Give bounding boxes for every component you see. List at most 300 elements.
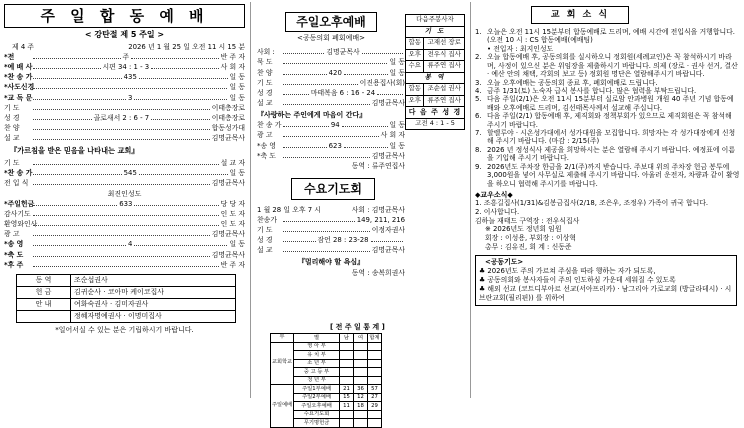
- order-label: 기 도: [4, 103, 20, 112]
- duty-header: 고전 4 : 1 - 5: [406, 118, 465, 130]
- order-label: 설 교: [257, 98, 273, 107]
- news-text: 금주 1/31(토) 노숙자 급식 봉사를 합니다. 많은 협력을 부탁드립니다.: [487, 86, 697, 95]
- order-label: 기 도: [4, 159, 20, 168]
- order-row: [4, 230, 245, 240]
- order-label: 설 교: [4, 134, 20, 143]
- prayer-list: [479, 267, 733, 303]
- leader-dots: [131, 54, 219, 59]
- order-leader: 일 동: [389, 141, 406, 150]
- leader-dots: [33, 201, 117, 206]
- order-row: [257, 99, 405, 109]
- duty-service: 오후: [406, 49, 424, 61]
- stats-male: [340, 410, 354, 419]
- order-row: [4, 220, 245, 230]
- order-label: *송 영: [257, 141, 276, 150]
- order-label: 광 고: [4, 230, 20, 239]
- service-date: 2026 년 1 월 25 일 오전 11 시 15 분: [128, 42, 245, 51]
- duty-person: 전우식 집사: [424, 49, 465, 61]
- order-row: [4, 73, 245, 83]
- stats-name: 유 치 부: [294, 351, 340, 360]
- afternoon-sermon-title: 『사랑하는 주인에게 마음이 간다』: [257, 110, 367, 119]
- order-leader: 일 동: [389, 121, 406, 130]
- leader-dots: [139, 170, 228, 175]
- order-label: 감사기도: [4, 209, 31, 218]
- leader-dots: [342, 122, 388, 127]
- news-number: 7.: [475, 129, 482, 138]
- order-leader: 일 동: [229, 240, 245, 249]
- order-list-b: [4, 159, 245, 190]
- order-label: 찬송가: [257, 215, 277, 224]
- duty-header-row: [406, 72, 465, 84]
- member-news-item: 회장 : 이성용, 부회장 : 이상혁: [485, 233, 577, 242]
- member-news-item: 2. 이사합니다.: [475, 208, 520, 217]
- leader-dots: [283, 90, 309, 95]
- news-text: 오늘 합동예배 후, 공동의회를 실시하오니 정회원(세례교인)은 꼭 참석하시기 바라며, 사정이 있으신 분은 위임장을 제출하시기 바랍니다. 의제 (장로 · 권사 선거, 결산 · 예산 안의 채택, 각회의 보고 등) 정회원 명단은 열람해주시기 바랍니다.: [487, 53, 738, 79]
- stats-header-row: [271, 334, 382, 343]
- news-item: [475, 79, 740, 87]
- order-leader: 일 동: [229, 83, 245, 92]
- order-leader: 인 도 자: [220, 209, 245, 218]
- order-content: 633: [119, 199, 133, 208]
- main-service-subtitle: < 강탄절 제 5 주일 >: [84, 30, 165, 39]
- servers-table: [16, 274, 236, 323]
- member-news-item: 김하늘 재태드 구역장 : 전우식집사: [475, 216, 580, 225]
- stats-name: 주일2부예배: [294, 393, 340, 402]
- stats-female: [354, 376, 368, 385]
- order-row: [4, 200, 245, 210]
- duty-header-row: [406, 107, 465, 119]
- news-number: 2.: [475, 53, 482, 62]
- wednesday-date-row: [257, 206, 405, 216]
- order-row: [257, 58, 405, 68]
- order-label: 설 교: [257, 246, 273, 255]
- duty-person: 류주연 집사: [424, 61, 465, 73]
- stats-male: [340, 368, 354, 377]
- news-number: 5.: [475, 95, 482, 104]
- order-leader: 사 회 자: [220, 62, 245, 71]
- servers-row: [17, 310, 236, 322]
- servers-role: 안 내: [17, 298, 71, 310]
- leader-dots: [33, 64, 101, 69]
- order-content: 420: [328, 68, 342, 77]
- order-row: [257, 48, 405, 58]
- order-label: *교 독 문: [4, 93, 33, 102]
- stats-male: [340, 351, 354, 360]
- order-row: [257, 152, 405, 162]
- order-row: [257, 216, 405, 226]
- order-label: 찬 양: [4, 124, 20, 133]
- duty-header-row: [406, 118, 465, 130]
- order-leader: 김명균목사: [371, 98, 405, 107]
- main-service-column: [4, 4, 245, 334]
- news-number: 6.: [475, 112, 482, 121]
- leader-dots: [33, 221, 219, 226]
- wednesday-leader: 사회 : 김명균목사: [351, 205, 405, 214]
- news-item: [475, 129, 740, 146]
- stats-female: [354, 351, 368, 360]
- leader-dots: [371, 237, 404, 242]
- leader-dots: [139, 74, 228, 79]
- order-leader: 김명균목사: [211, 250, 245, 259]
- leader-dots: [134, 95, 227, 100]
- order-content: 3: [128, 93, 133, 102]
- stats-name: 청 년 부: [294, 376, 340, 385]
- news-text: 2026 년 정성식사 제공을 희망하시는 분은 열람해 주시기 바랍니다. 예정표에 이름을 기입해 주시기 바랍니다.: [487, 145, 735, 163]
- standing-footnote: *일어서실 수 있는 분은 기립하시기 바랍니다.: [55, 325, 194, 334]
- order-list-a: [4, 53, 245, 145]
- order-label: 전 입 식: [4, 179, 29, 188]
- week-label: 제 4 주: [12, 42, 35, 51]
- order-content: 545: [123, 169, 137, 178]
- member-news-list: [475, 199, 740, 251]
- stats-female: [354, 342, 368, 351]
- leader-dots: [134, 201, 218, 206]
- news-text: 다음 주일(2/1)은 오전 11시 15분부터 실로암 안과병원 개원 40 주년 기념 합동예배와 오후예배로 드리며, 김선태목사께서 설교해 주십니다.: [487, 95, 734, 112]
- stats-female: [354, 410, 368, 419]
- leader-dots: [33, 241, 126, 246]
- news-item: [475, 146, 740, 163]
- member-news-item: 총무 : 김유진, 회 계 : 신동준: [485, 242, 572, 251]
- leader-dots: [377, 90, 403, 95]
- leader-dots: [283, 70, 327, 75]
- servers-names: 여화숙권사 · 김미자권사: [71, 298, 236, 310]
- order-leader: 이진용집사(회): [359, 78, 405, 87]
- news-number: 9.: [475, 162, 482, 171]
- news-number: 4.: [475, 86, 482, 95]
- order-row: [257, 236, 405, 246]
- order-content: 마태복음 6 : 16 - 24: [310, 88, 376, 97]
- leader-dots: [33, 160, 219, 165]
- stats-total: 27: [368, 393, 382, 402]
- leader-dots: [283, 49, 324, 54]
- order-label: *찬 송 가: [4, 169, 33, 178]
- news-item: [475, 163, 740, 188]
- wednesday-order: [257, 216, 405, 256]
- stats-name: 무기명헌금: [294, 419, 340, 428]
- leader-dots: [134, 241, 227, 246]
- order-row: [4, 114, 245, 124]
- order-leader: 149, 211, 216: [356, 215, 405, 224]
- news-text: 다음 주일(2/1) 합동예배 후, 제직회와 정책부회가 있으므로 제직회원은 꼭 참석해 주시기 바랍니다.: [487, 112, 732, 129]
- stats-total: [368, 342, 382, 351]
- stats-header-cell: 합계: [369, 334, 380, 341]
- stats-male: 11: [340, 402, 354, 411]
- stats-female: [354, 359, 368, 368]
- stats-header-cell: 부: [271, 334, 294, 343]
- leader-dots: [283, 122, 329, 127]
- servers-names: 정혜자명예권사 · 이명미집사: [71, 310, 236, 322]
- order-leader: 일 동: [229, 93, 245, 102]
- afternoon-subtitle: <공동의회 폐회예배>: [296, 34, 366, 42]
- leader-dots: [283, 227, 370, 232]
- sermon-title: 『가르침을 받은 믿음을 나타내는 교회』: [10, 146, 139, 156]
- leader-dots: [33, 170, 122, 175]
- order-leader: 김명균목사: [211, 179, 245, 188]
- stats-group-label: 교회학교: [271, 342, 294, 385]
- news-item: [475, 112, 740, 129]
- order-leader: 이정자권사: [371, 226, 405, 234]
- order-row: [4, 169, 245, 179]
- leader-dots: [344, 70, 388, 75]
- order-label: 기 도: [257, 78, 273, 87]
- order-leader: 합동성가대: [211, 124, 245, 133]
- duty-header: 다 음 주 성 경: [406, 107, 465, 119]
- stats-header-cell: 남: [340, 334, 354, 343]
- order-leader: 일 동: [389, 58, 405, 67]
- duty-service: 오후: [406, 95, 424, 107]
- leader-dots: [362, 49, 403, 54]
- order-leader: 김명균목사: [211, 230, 245, 239]
- order-label: 기 도: [257, 226, 273, 234]
- order-content: 623: [328, 141, 342, 150]
- prayer-title: <공동기도>: [485, 258, 524, 267]
- order-row: [4, 134, 245, 144]
- order-content: 시편 34 : 1 - 3: [102, 62, 150, 71]
- leader-dots: [33, 105, 210, 110]
- leader-dots: [33, 74, 122, 79]
- order-row: [257, 226, 405, 236]
- leader-dots: [33, 115, 92, 120]
- stats-name: 중 고 등 부: [294, 368, 340, 377]
- order-content: 김명균목사: [326, 48, 360, 57]
- stats-male: [340, 376, 354, 385]
- leader-dots: [283, 100, 370, 105]
- order-leader: 일 동: [229, 73, 246, 82]
- order-row: [4, 124, 245, 134]
- news-list: [475, 28, 740, 188]
- stats-male: [340, 342, 354, 351]
- order-content: 4: [128, 240, 133, 249]
- stats-female: [354, 368, 368, 377]
- prayer-item: ♣ 해외 선교 (코트디부아르 선교(서아프리카) · 남그리아 가로교회 (방글라데시) · 시브란교회(필리핀)) 를 위하여: [479, 285, 732, 303]
- leader-dots: [283, 132, 379, 137]
- order-row: [257, 79, 405, 89]
- order-row: [4, 251, 245, 261]
- duty-row: [406, 49, 465, 61]
- wednesday-date: 1 월 28 일 오후 7 시: [257, 205, 321, 214]
- stats-female: [354, 419, 368, 428]
- order-row: [4, 179, 245, 189]
- stats-name: 소 년 부: [294, 359, 340, 368]
- leader-dots: [283, 217, 355, 222]
- servers-role: 헌 금: [17, 286, 71, 298]
- stats-female: 36: [354, 385, 368, 394]
- order-label: 광 고: [257, 131, 273, 140]
- order-label: *송 영: [4, 240, 24, 249]
- order-row: [4, 53, 245, 63]
- wednesday-prayer-label: 동역 : 송복희권사: [351, 268, 405, 277]
- prayer-item: ♣ 2026년도 주의 가르쳐 주심을 따라 행하는 자가 되도록,: [479, 267, 656, 276]
- stats-male: 15: [340, 393, 354, 402]
- stats-male: [340, 419, 354, 428]
- order-row: [4, 104, 245, 114]
- afternoon-title: 주일오후예배: [285, 12, 377, 32]
- servers-names: 조순섭권사: [71, 274, 236, 286]
- order-label: 환영와인사: [4, 220, 38, 229]
- news-text: 할렐루야 · 시온성가대에서 성가대원을 모집합니다. 희망자는 각 성가대장에게 신청해 주시기 바랍니다. (마감 : 2/15(주): [487, 129, 736, 146]
- servers-row: [17, 274, 236, 286]
- order-label: 성 경: [257, 236, 273, 245]
- stats-male: [340, 359, 354, 368]
- order-leader: 이태층장로: [211, 113, 246, 122]
- stats-total: [368, 359, 382, 368]
- stats-female: 12: [354, 393, 368, 402]
- leader-dots: [283, 153, 370, 158]
- wednesday-sermon-title: 『멀리해야 할 욕심』: [297, 258, 365, 267]
- order-label: 성 경: [257, 88, 273, 97]
- servers-role: 동 역: [17, 274, 71, 286]
- order-label: 묵 도: [257, 58, 273, 67]
- news-title: 교 회 소 식: [531, 6, 629, 24]
- stats-total: [368, 368, 382, 377]
- duty-service: 수요: [406, 61, 424, 73]
- order-row: [257, 121, 405, 131]
- order-row: [4, 94, 245, 104]
- leader-dots: [33, 252, 210, 257]
- news-number: 3.: [475, 78, 482, 87]
- afternoon-prayer-row: [257, 162, 405, 172]
- stats-row: [271, 342, 382, 351]
- afternoon-order: [257, 48, 405, 109]
- duty-row: [406, 61, 465, 73]
- news-text: • 전입자 : 최지인성도: [487, 44, 554, 53]
- leader-dots: [33, 135, 210, 140]
- next-week-duty-table: [405, 14, 465, 130]
- order-row: [4, 261, 245, 271]
- order-list-c: [4, 200, 245, 271]
- news-item: [475, 53, 740, 78]
- order-label: *예 배 사: [4, 62, 33, 71]
- stats-total: [368, 376, 382, 385]
- news-number: [475, 45, 487, 53]
- member-news-item: 1. 조흥길집사(1/31)&김봉금집사(2/18, 조은우, 조정우) 가족이 귀국 합니다.: [475, 199, 709, 208]
- stats-row: [271, 385, 382, 394]
- order-content: 잠언 28 : 23-28: [317, 236, 369, 245]
- duty-row: [406, 38, 465, 50]
- prayer-box: [475, 255, 737, 306]
- stats-title: [ 전 주 일 통 계 ]: [330, 323, 385, 331]
- order-leader: 김명균목사: [371, 151, 405, 160]
- order-row: [257, 131, 405, 141]
- order-label: *주일헌금: [4, 199, 35, 208]
- leader-dots: [33, 231, 210, 236]
- order-row: [257, 69, 405, 79]
- order-leader: 일 동: [389, 68, 406, 77]
- afternoon-column: [257, 6, 405, 279]
- leader-dots: [33, 95, 126, 100]
- order-leader: 김명균목사: [371, 246, 405, 255]
- leader-dots: [33, 211, 219, 216]
- order-row: [4, 210, 245, 220]
- member-news-title: ◆교우소식◆: [475, 191, 513, 200]
- order-row: [257, 246, 405, 256]
- news-column: [475, 6, 740, 306]
- order-leader: 이태층장로: [211, 103, 245, 112]
- stats-name: 주일오후예배: [294, 402, 340, 411]
- order-label: *축 도: [257, 151, 276, 160]
- stats-total: 29: [368, 402, 382, 411]
- order-row: [4, 63, 245, 73]
- member-news-item: ※ 2026년도 정년회 임원: [485, 225, 562, 234]
- leader-dots: [283, 80, 358, 85]
- news-number: 8.: [475, 145, 482, 154]
- afternoon-prayer-label: 동역 : 류주연집사: [351, 161, 405, 170]
- duty-person: 고재선 장로: [424, 38, 465, 50]
- main-service-title: 주 일 합 동 예 배: [4, 4, 245, 28]
- attendance-stats-table: [270, 333, 382, 428]
- order-row: [4, 240, 245, 250]
- order-row: [4, 159, 245, 169]
- duty-row: [406, 95, 465, 107]
- order-leader: 설 교 자: [220, 159, 245, 168]
- duty-header: 다음주봉사자: [406, 15, 465, 27]
- order-label: *후 주: [4, 260, 24, 269]
- order-content: 435: [123, 73, 137, 82]
- order-content: 골로새서 2 : 6 - 7: [93, 113, 150, 122]
- order-label: 찬 양: [257, 68, 273, 77]
- duty-service: 합동: [406, 38, 424, 50]
- prayer-item: ♣ 공동의회와 봉사자들이 주의 인도하심 가운데 세워질 수 있도록: [479, 276, 676, 285]
- stats-name: 영 아 부: [294, 342, 340, 351]
- news-number: 1.: [475, 28, 482, 36]
- news-text: 2026년도 주차장 한금을 2/1(주)까지 받습니다. 주보대 위의 주차장 헌금 봉투에 3,000원을 넣어 사무실로 제출해 주시기 바랍니다. 아울러 운전자, 차량과 같이 활영을 하오니 협력해 주시기를 바랍니다.: [487, 162, 740, 188]
- order-label: 찬 송 가: [257, 121, 282, 130]
- duty-person: 조순섭 권사: [424, 84, 465, 96]
- order-leader: 일 동: [229, 169, 246, 178]
- order-label: *찬 송 가: [4, 73, 33, 82]
- stats-male: 21: [340, 385, 354, 394]
- order-leader: 김명균목사: [211, 134, 245, 143]
- afternoon-order-2: [257, 121, 405, 161]
- news-item: [475, 45, 740, 53]
- leader-dots: [33, 180, 210, 185]
- duty-row: [406, 84, 465, 96]
- order-row: [4, 83, 245, 93]
- servers-row: [17, 298, 236, 310]
- leader-dots: [33, 54, 121, 59]
- servers-names: 김귀순사 · 코아마 케이코집사: [71, 286, 236, 298]
- wednesday-title: 수요기도회: [291, 178, 375, 200]
- wednesday-prayer-row: [257, 269, 405, 279]
- duty-service: 합동: [406, 84, 424, 96]
- duty-person: 류주연 집사: [424, 95, 465, 107]
- leader-dots: [283, 59, 387, 64]
- order-leader: 당 당 자: [220, 199, 246, 208]
- order-label: 성 경: [4, 113, 20, 122]
- leader-dots: [33, 262, 219, 267]
- news-text: 오늘 오후예배는 공동의회 종료 후, 폐회예배로 드립니다.: [487, 78, 658, 87]
- leader-dots: [283, 143, 327, 148]
- stats-name: 수요기도회: [294, 410, 340, 419]
- order-label: *전: [4, 52, 15, 61]
- leader-dots: [151, 115, 210, 120]
- leader-dots: [283, 247, 370, 252]
- stats-total: 57: [368, 385, 382, 394]
- order-row: [257, 142, 405, 152]
- order-content: 주: [122, 52, 130, 61]
- duty-header: 봉 역: [406, 72, 465, 84]
- news-item: [475, 28, 740, 45]
- duty-header-row: [406, 26, 465, 38]
- stats-header-cell: 별: [294, 334, 340, 343]
- leader-dots: [283, 237, 316, 242]
- order-row: [257, 89, 405, 99]
- stats-group-label: 주일예배: [271, 385, 294, 428]
- order-label: *사도신경: [4, 83, 35, 92]
- stats-female: 18: [354, 402, 368, 411]
- leader-dots: [33, 125, 210, 130]
- leader-dots: [151, 64, 219, 69]
